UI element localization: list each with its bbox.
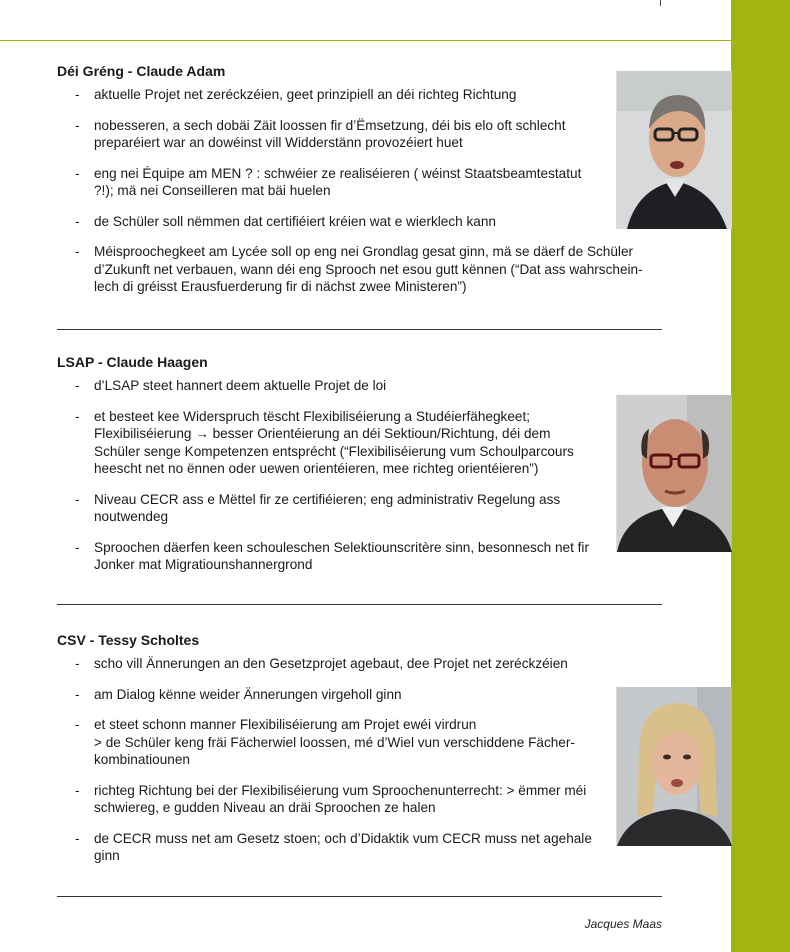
section-csv [57,631,602,878]
list-item: - am Dialog kënne weider Ännerungen virgeholl ginn [57,686,604,704]
list-item: - richteg Richtung bei der Flexibiliséierung vum Sproochenunterrecht: > ëmmer méi schwiereg, e gudden Niveau an dräi Sproochen ze halen [57,782,619,817]
section-dei-greng [57,62,643,309]
section-title: CSV - Tessy Scholtes [57,632,200,648]
top-divider [0,40,731,41]
list-item: - Sproochen däerfen keen schouleschen Selektiounscritère sinn, besonnesch net fir Jonker mat Migratiounshannergrond [57,539,599,574]
list-item: - Niveau CECR ass e Mëttel fir ze certifiéieren; eng administrativ Regelung ass noutwendeg [57,491,594,526]
list-item: - Méisproochegkeet am Lycée soll op eng nei Grondlag gesat ginn, mä se däerf de Schüler d’Zukunft net verbauen, wann déi eng Sprooch net esou gutt kënnen (“Dat ass wahrschein-lech di gréisst Erausfuerderung fir di nächst zwee Ministeren”) [57,243,649,296]
section-title: Déi Gréng - Claude Adam [57,63,226,79]
section-title: LSAP - Claude Haagen [57,354,208,370]
top-tick-mark [660,0,661,6]
list-item: - aktuelle Projet net zeréckzéien, geet prinzipiell an déi richteg Richtung [57,86,574,104]
list-item: - nobesseren, a sech dobäi Zäit loossen fir d’Ëmsetzung, déi bis elo oft schlecht preparéiert war an dowéinst vill Widderstänn provozéiert huet [57,117,574,152]
side-accent-bar [731,0,790,952]
section-divider [57,896,662,897]
portrait-claude-haagen [616,395,732,552]
section-divider [57,604,662,605]
portrait-tessy-scholtes [616,687,732,846]
list-item: - de CECR muss net am Gesetz stoen; och d’Didaktik vum CECR muss net agehale ginn [57,830,604,865]
list-item: - d’LSAP steet hannert deem aktuelle Projet de loi [57,377,594,395]
list-item: - eng nei Équipe am MEN ? : schwéier ze realiséieren ( wéinst Staatsbeamtestatut ?!); mä nei Conseilleren mat bäi huelen [57,165,599,200]
photo-credit: Jacques Maas [584,917,662,931]
list-item: - de Schüler soll nëmmen dat certifiéiert kréien wat e wierklech kann [57,213,574,231]
section-divider [57,329,662,330]
bullet-list [57,655,602,865]
portrait-claude-adam [616,71,732,229]
list-item: - et besteet kee Widerspruch tëscht Flexibiliséierung a Studéierfähegkeet; Flexibiliséierung → besser Orientéierung an déi Sektioun/Richtung, déi dem Schüler senge Kompetenzen entsprécht (“Flexibiliséierung vum Schoulparcours heescht net no ënnen oder uewen orientéieren, mee richteg orientéieren”) [57,408,594,478]
list-item: - et steet schonn manner Flexibiliséierung am Projet ewéi virdrun > de Schüler keng fräi Fächerwiel loossen, mé d’Wiel vun verschiddene Fächer-kombinatiounen [57,716,604,769]
bullet-list [57,377,602,574]
section-lsap [57,353,602,587]
list-item: - scho vill Ännerungen an den Gesetzprojet agebaut, dee Projet net zeréckzéien [57,655,604,673]
bullet-list [57,86,643,296]
